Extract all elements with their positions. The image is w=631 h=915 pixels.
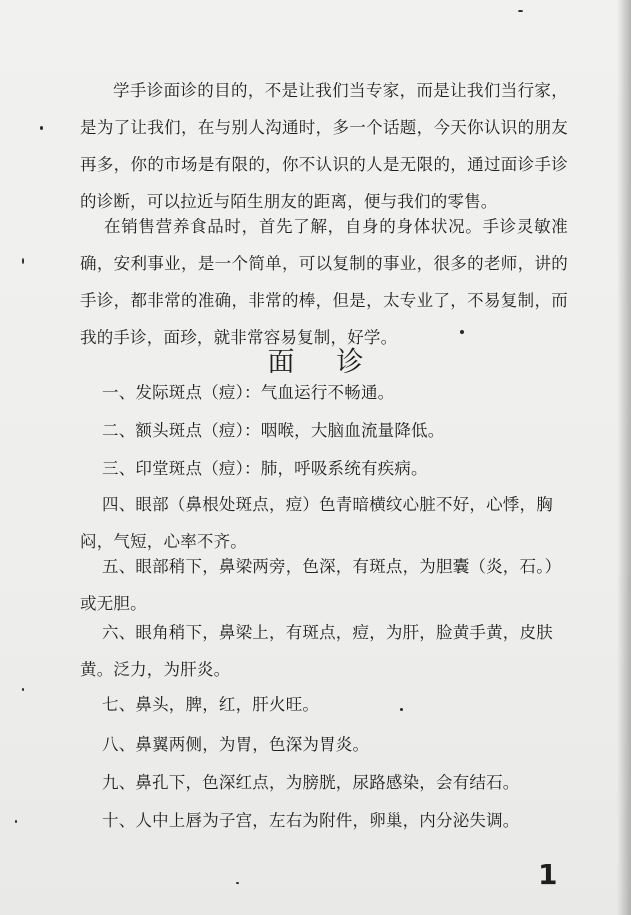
list-item-8	[80, 726, 560, 763]
list-item-7	[80, 686, 560, 723]
scan-speck	[460, 330, 464, 334]
scan-speck	[40, 126, 43, 130]
scan-speck	[400, 708, 403, 711]
list-item-text: 二、额头斑点（痘）：咽喉，大脑血流量降低。	[102, 421, 445, 440]
list-item-5	[80, 548, 560, 622]
list-item-text: 三、印堂斑点（痘）：肺，呼吸系统有疾病。	[102, 459, 428, 478]
scan-speck	[518, 10, 523, 12]
list-item-text: 九、鼻孔下，色深红点，为膀胱，尿路感染，会有结石。	[102, 773, 520, 792]
section-title: 面诊	[267, 347, 406, 378]
list-item-text: 一、发际斑点（痘）：气血运行不畅通。	[102, 383, 395, 402]
list-item-3	[80, 450, 560, 487]
list-item-text: 八、鼻翼两侧，为胃，色深为胃炎。	[102, 735, 370, 754]
scan-speck	[15, 820, 17, 823]
list-item-text: 七、鼻头，脾，红，肝火旺。	[102, 695, 320, 714]
list-item-1	[80, 374, 560, 411]
intro-paragraph-2: 在销售营养食品时，首先了解，自身的身体状况。手诊灵敏准确，安利事业，是一个简单，可以复制的事业，很多的老师，讲的手诊，都非常的准确，非常的棒，但是，太专业了，不易复制，而我的手诊，面珍，就非常容易复制，好学。	[80, 217, 568, 347]
list-item-text: 六、眼角稍下，鼻梁上，有斑点，痘，为肝，脸黄手黄，皮肤黄。泛力，为肝炎。	[80, 623, 553, 679]
list-item-text: 十、人中上唇为子宫，左右为附件，卵巢，内分泌失调。	[102, 811, 520, 830]
list-item-text: 四、眼部（鼻根处斑点，痘）色青暗横纹心脏不好，心悸，胸闷，气短，心率不齐。	[80, 495, 553, 551]
scan-speck	[22, 688, 24, 691]
scan-edge-shadow	[617, 0, 631, 915]
intro-paragraph-1: 学手诊面诊的目的，不是让我们当专家，而是让我们当行家，是为了让我们，在与别人沟通时，多一个话题，今天你认识的朋友再多，你的市场是有限的，你不认识的人是无限的，通过面诊手诊的诊断，可以拉近与陌生朋友的距离，便与我们的零售。	[80, 81, 568, 211]
page-number: 1	[538, 858, 558, 891]
list-item-9	[80, 764, 560, 801]
list-item-2	[80, 412, 560, 449]
list-item-10	[80, 802, 560, 839]
scan-speck	[22, 258, 24, 264]
list-item-text: 五、眼部稍下，鼻梁两旁，色深，有斑点，为胆囊（炎，石。）或无胆。	[80, 557, 554, 613]
list-item-6	[80, 614, 560, 688]
scan-speck	[236, 882, 239, 884]
